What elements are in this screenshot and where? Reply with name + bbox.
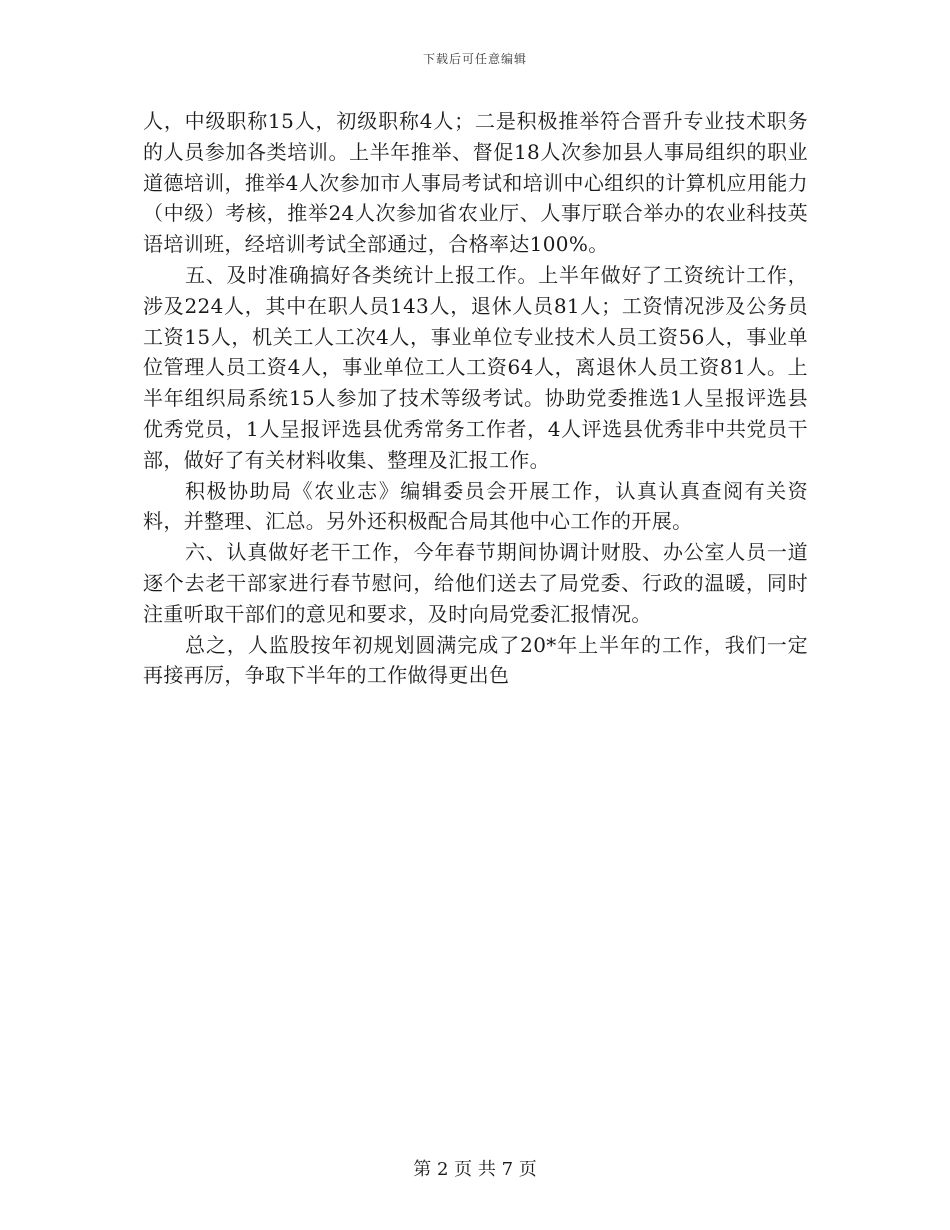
paragraph-summary: 总之，人监股按年初规划圆满完成了20*年上半年的工作，我们一定再接再厉，争取下半年的工作做得更出色 [143, 632, 808, 688]
paragraph-training: 人，中级职称15人，初级职称4人；二是积极推举符合晋升专业技术职务的人员参加各类培训。上半年推举、督促18人次参加县人事局组织的职业道德培训，推举4人次参加市人事局考试和培训中心组织的计算机应用能力（中级）考核，推举24人次参加省农业厅、人事厅联合举办的农业科技英语培训班，经培训考试全部通过，合格率达100%。 [143, 109, 808, 257]
paragraph-retired-cadres: 六、认真做好老干工作，今年春节期间协调计财股、办公室人员一道逐个去老干部家进行春节慰问，给他们送去了局党委、行政的温暖，同时注重听取干部们的意见和要求，及时向局党委汇报情况。 [143, 540, 808, 626]
paragraph-statistics: 五、及时准确搞好各类统计上报工作。上半年做好了工资统计工作，涉及224人，其中在职人员143人，退休人员81人；工资情况涉及公务员工资15人，机关工人工次4人，事业单位专业技术人员工资56人，事业单位管理人员工资4人，事业单位工人工资64人，离退休人员工资81人。上半年组织局系统15人参加了技术等级考试。协助党委推选1人呈报评选县优秀党员，1人呈报评选县优秀常务工作者，4人评选县优秀非中共党员干部，做好了有关材料收集、整理及汇报工作。 [143, 262, 808, 472]
page-header-note: 下载后可任意编辑 [422, 52, 527, 66]
paragraph-agriculture-annals: 积极协助局《农业志》编辑委员会开展工作，认真认真查阅有关资料，并整理、汇总。另外还积极配合局其他中心工作的开展。 [143, 478, 808, 534]
page-number: 第 2 页 共 7 页 [413, 1159, 537, 1180]
document-body [143, 106, 808, 691]
